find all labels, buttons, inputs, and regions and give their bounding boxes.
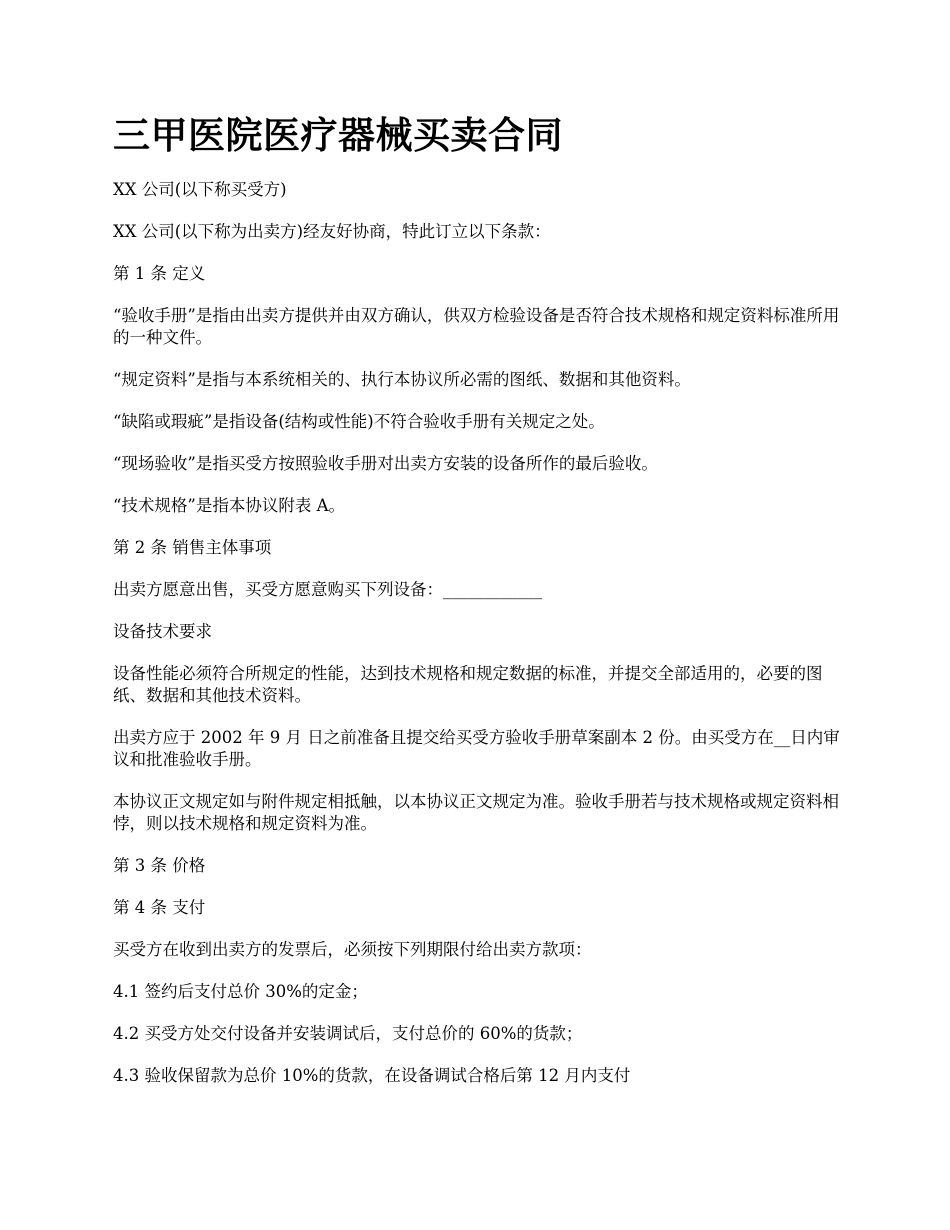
clause-4-heading: 第 4 条 支付 xyxy=(113,898,206,917)
paragraph-performance: 设备性能必须符合所规定的性能，达到技术规格和规定数据的标准，并提交全部适用的，必要的图纸、数据和其他技术资料。 xyxy=(113,664,823,705)
definition-acceptance-manual: “验收手册”是指由出卖方提供并由双方确认，供双方检验设备是否符合技术规格和规定资料标准所用的一种文件。 xyxy=(113,306,840,347)
clause-3-heading: 第 3 条 价格 xyxy=(113,856,206,875)
clause-2-heading: 第 2 条 销售主体事项 xyxy=(113,538,272,557)
document-page xyxy=(113,112,843,1107)
definition-technical-spec: “技术规格”是指本协议附表 A。 xyxy=(113,496,346,515)
paragraph-sale-equipment: 出卖方愿意出售，买受方愿意购买下列设备：____________ xyxy=(113,580,542,599)
paragraph-seller: XX 公司(以下称为出卖方)经友好协商，特此订立以下条款： xyxy=(113,222,551,241)
definition-defect: “缺陷或瑕疵”是指设备(结构或性能)不符合验收手册有关规定之处。 xyxy=(113,412,605,431)
payment-item-4-3: 4.3 验收保留款为总价 10%的货款，在设备调试合格后第 12 月内支付 xyxy=(113,1066,631,1085)
paragraph-precedence: 本协议正文规定如与附件规定相抵触，以本协议正文规定为准。验收手册若与技术规格或规定资料相悖，则以技术规格和规定资料为准。 xyxy=(113,792,839,833)
equipment-requirements-heading: 设备技术要求 xyxy=(113,622,212,641)
paragraph-manual-draft: 出卖方应于 2002 年 9 月 日之前准备且提交给买受方验收手册草案副本 2 份。由买受方在__日内审议和批准验收手册。 xyxy=(113,728,840,769)
payment-item-4-1: 4.1 签约后支付总价 30%的定金； xyxy=(113,982,368,1001)
clause-1-heading: 第 1 条 定义 xyxy=(113,264,206,283)
paragraph-buyer: XX 公司(以下称买受方) xyxy=(113,180,287,199)
definition-site-acceptance: “现场验收”是指买受方按照验收手册对出卖方安装的设备所作的最后验收。 xyxy=(113,454,658,473)
paragraph-payment-intro: 买受方在收到出卖方的发票后，必须按下列期限付给出卖方款项： xyxy=(113,940,592,959)
definition-specified-data: “规定资料”是指与本系统相关的、执行本协议所必需的图纸、数据和其他资料。 xyxy=(113,370,691,389)
payment-item-4-2: 4.2 买受方处交付设备并安装调试后，支付总价的 60%的货款； xyxy=(113,1024,583,1043)
document-title: 三甲医院医疗器械买卖合同 xyxy=(113,114,563,157)
